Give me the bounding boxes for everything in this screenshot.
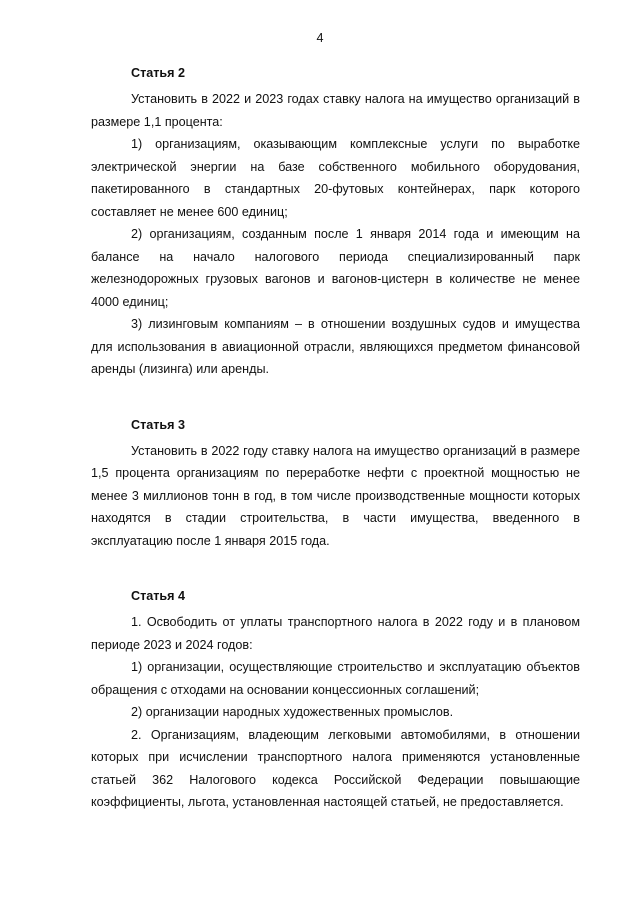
section-spacer: [91, 381, 580, 414]
article-4: [91, 585, 580, 814]
document-body: [91, 62, 580, 814]
article-paragraph: 2. Организациям, владеющим легковыми автомобилями, в отношении которых при исчислении транспортного налога применяются установленные статьей 362 Налогового кодекса Российской Федерации повышающие коэффициенты, льгота, установленная настоящей статьей, не предоставляется.: [91, 727, 580, 809]
article-heading: Статья 2: [131, 66, 186, 80]
page-number: 4: [316, 31, 324, 45]
article-paragraph: 1. Освободить от уплаты транспортного налога в 2022 году и в плановом периоде 2023 и 2024 годов:: [91, 615, 580, 652]
article-paragraph: Установить в 2022 и 2023 годах ставку налога на имущество организаций в размере 1,1 процента:: [91, 92, 580, 129]
article-paragraph: 1) организации, осуществляющие строительство и эксплуатацию объектов обращения с отходами на основании концессионных соглашений;: [91, 660, 580, 697]
article-paragraph: 1) организациям, оказывающим комплексные услуги по выработке электрической энергии на базе собственного мобильного оборудования, пакетированного в стандартных 20-футовых контейнерах, парк которого составляет не менее 600 единиц;: [91, 137, 580, 219]
article-2: [91, 62, 580, 381]
article-heading: Статья 4: [131, 589, 186, 603]
article-paragraph: Установить в 2022 году ставку налога на имущество организаций в размере 1,5 процента организациям по переработке нефти с проектной мощностью не менее 3 миллионов тонн в год, в том числе производственные мощности которых находятся в стадии строительства, в части имущества, введенного в эксплуатацию после 1 января 2015 года.: [91, 443, 580, 548]
section-spacer: [91, 552, 580, 585]
article-paragraph: 2) организациям, созданным после 1 января 2014 года и имеющим на балансе на начало налогового периода специализированный парк железнодорожных грузовых вагонов и вагонов-цистерн в количестве не менее 4000 единиц;: [91, 227, 580, 309]
article-3: [91, 414, 580, 553]
article-paragraph: 2) организации народных художественных промыслов.: [131, 705, 454, 719]
article-paragraph: 3) лизинговым компаниям – в отношении воздушных судов и имущества для использования в авиационной отрасли, являющихся предметом финансовой аренды (лизинга) или аренды.: [91, 317, 580, 376]
article-heading: Статья 3: [131, 417, 186, 432]
